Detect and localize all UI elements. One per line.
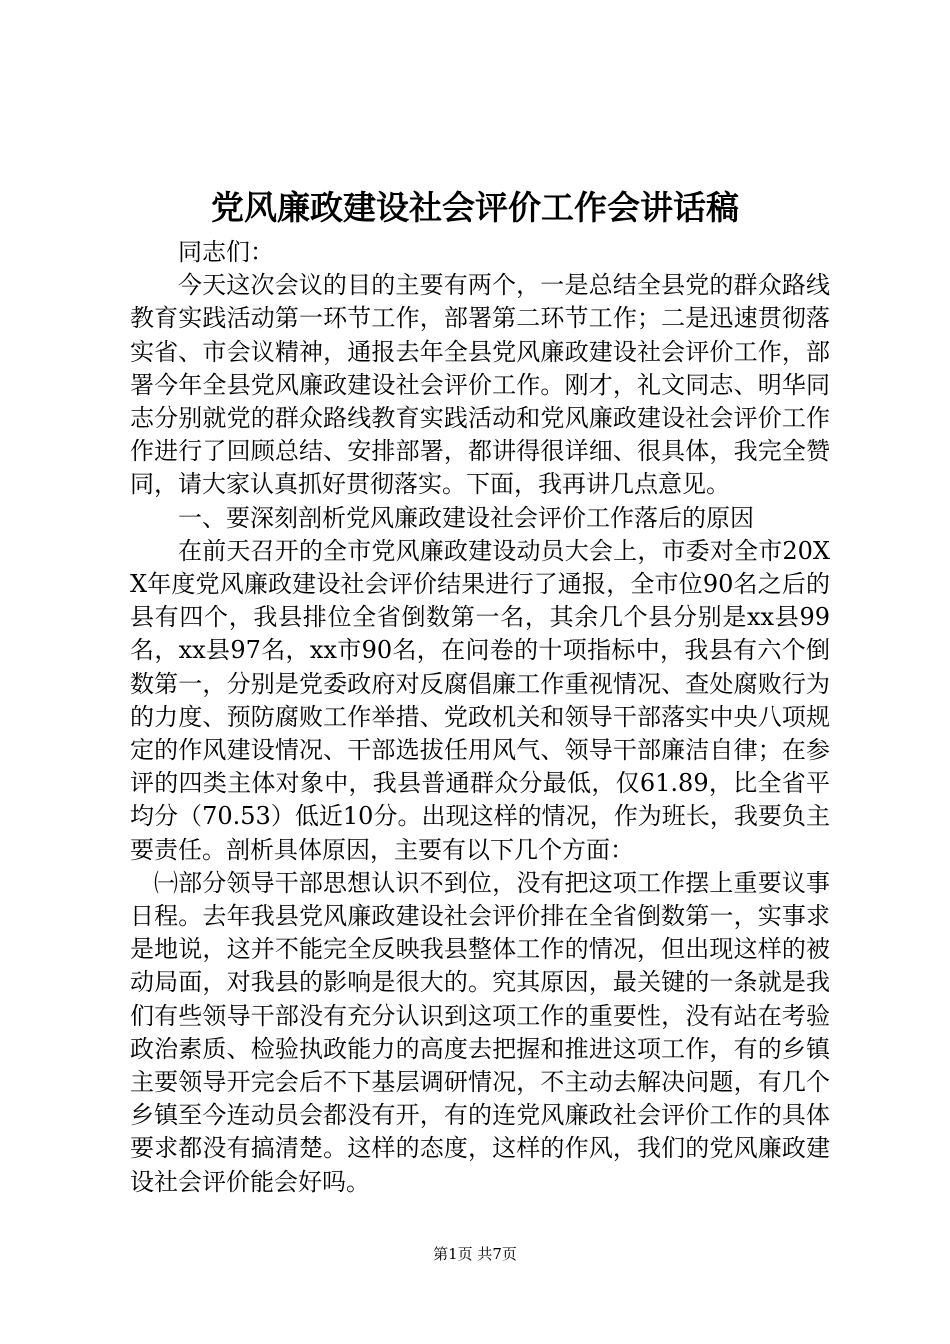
document-title: 党风廉政建设社会评价工作会讲话稿	[211, 188, 739, 227]
salutation-paragraph: 同志们：	[178, 238, 274, 266]
subsection-paragraph-1: ㈠部分领导干部思想认识不到位，没有把这项工作摆上重要议事日程。去年我县党风廉政建设社会评价排在全省倒数第一，实事求是地说，这并不能完全反映我县整体工作的情况，但出现这样的被动局面，对我县的影响是很大的。究其原因，最关键的一条就是我们有些领导干部没有充分认识到这项工作的重要性，没有站在考验政治素质、检验执政能力的高度去把握和推进这项工作，有的乡镇主要领导开完会后不下基层调研情况，不主动去解决问题，有几个乡镇至今连动员会都没有开，有的连党风廉政社会评价工作的具体要求都没有搞清楚。这样的态度，这样的作风，我们的党风廉政建设社会评价能会好吗。	[130, 868, 830, 1196]
section-heading-1: 一、要深刻剖析党风廉政建设社会评价工作落后的原因	[178, 503, 754, 532]
page-number-footer: 第1页 共7页	[433, 1245, 517, 1263]
body-paragraph: 在前天召开的全市党风廉政建设动员大会上，市委对全市20XX年度党风廉政建设社会评价结果进行了通报，全市位90名之后的县有四个，我县排位全省倒数第一名，其余几个县分别是xx县99名，xx县97名，xx市90名，在问卷的十项指标中，我县有六个倒数第一，分别是党委政府对反腐倡廉工作重视情况、查处腐败行为的力度、预防腐败工作举措、党政机关和领导干部落实中央八项规定的作风建设情况、干部选拔任用风气、领导干部廉洁自律；在参评的四类主体对象中，我县普通群众分最低，仅61.89，比全省平均分（70.53）低近10分。出现这样的情况，作为班长，我要负主要责任。剖析具体原因，主要有以下几个方面：	[130, 536, 830, 864]
document-body	[130, 236, 830, 1199]
intro-paragraph: 今天这次会议的目的主要有两个，一是总结全县党的群众路线教育实践活动第一环节工作，部署第二环节工作；二是迅速贯彻落实省、市会议精神，通报去年全县党风廉政建设社会评价工作，部署今年全县党风廉政建设社会评价工作。刚才，礼文同志、明华同志分别就党的群众路线教育实践活动和党风廉政建设社会评价工作作进行了回顾总结、安排部署，都讲得很详细、很具体，我完全赞同，请大家认真抓好贯彻落实。下面，我再讲几点意见。	[130, 271, 830, 499]
